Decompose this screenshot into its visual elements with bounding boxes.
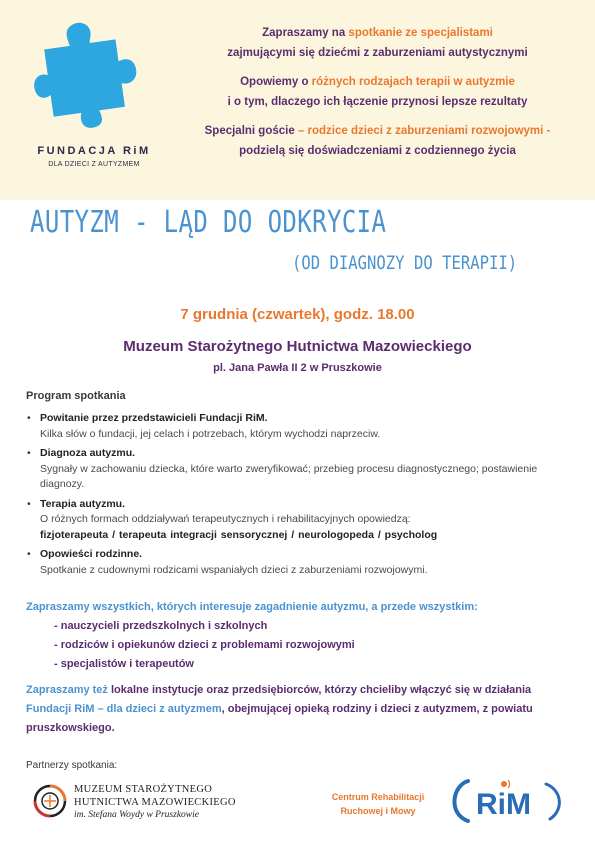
intro-2-highlight: różnych rodzajach terapii w autyzmie <box>311 76 515 88</box>
event-address: pl. Jana Pawła II 2 w Pruszkowie <box>213 362 382 374</box>
invitation-section <box>26 598 576 674</box>
org-block <box>14 145 174 168</box>
program-item-title: • Terapia autyzmu. <box>40 497 125 510</box>
intro-2a: Opowiemy o <box>240 76 312 88</box>
program-list <box>26 411 571 578</box>
intro-paragraph-3 <box>175 122 580 161</box>
program-item <box>26 547 571 578</box>
intro-1-highlight: spotkanie ze specjalistami <box>348 27 493 39</box>
org-name: FUNDACJA RiM <box>37 145 151 157</box>
program-section <box>26 390 571 582</box>
museum-name-line3: im. Stefana Woydy w Pruszkowie <box>74 810 199 820</box>
program-item-desc: Kilka słów o fundacji, jej celach i potrzebach, którym wychodzi naprzeciw. <box>40 427 381 440</box>
rim-logo-text: RiM <box>476 788 531 821</box>
rehab-center-name <box>318 790 438 818</box>
invitation2-tail: , obejmującej opieką rodziny i dzieci z autyzmem, z powiatu pruszkowskiego. <box>26 703 533 734</box>
intro-1a: Zapraszamy na <box>262 27 349 39</box>
event-date: 7 grudnia (czwartek), godz. 18.00 <box>180 306 415 323</box>
program-heading: Program spotkania <box>26 390 126 402</box>
event-title: AUTYZM - LĄD DO ODKRYCIA <box>30 205 387 240</box>
center-line1: Centrum Rehabilitacji <box>331 792 425 802</box>
audience-item: - nauczycieli przedszkolnych i szkolnych <box>54 620 268 632</box>
program-item-title: • Diagnoza autyzmu. <box>40 447 136 459</box>
intro-2b: i o tym, dlaczego ich łączenie przynosi lepsze rezultaty <box>227 95 528 108</box>
museum-name-line2: HUTNICTWA MAZOWIECKIEGO <box>74 797 236 808</box>
program-item <box>26 497 571 544</box>
org-tagline: DLA DZIECI Z AUTYZMEM <box>48 161 140 168</box>
event-subtitle: (OD DIAGNOZY DO TERAPII) <box>292 252 518 274</box>
museum-partner-text <box>74 783 236 822</box>
invitation2-lead: Zapraszamy też <box>26 684 108 696</box>
program-item-roles: fizjoterapeuta / terapeuta integracji sensorycznej / neurologopeda / psycholog <box>40 528 438 541</box>
puzzle-piece-logo <box>30 14 140 132</box>
invitation2-foundation: Fundacji RiM – dla dzieci z autyzmem <box>26 703 222 715</box>
intro-1b: zajmującymi się dziećmi z zaburzeniami autystycznymi <box>227 46 528 59</box>
audience-item: - specjalistów i terapeutów <box>54 658 194 670</box>
museum-name-line1: MUZEUM STAROŻYTNEGO <box>74 784 213 795</box>
museum-logo-icon <box>30 781 70 821</box>
intro-3-highlight: – rodzice dzieci z zaburzeniami rozwojowymi - <box>294 125 551 137</box>
invitation-line: Zapraszamy wszystkich, których interesuje zagadnienie autyzmu, a przede wszystkim: <box>26 601 478 613</box>
program-item-title: • Opowieści rodzinne. <box>40 548 143 560</box>
invitation2-text: lokalne instytucje oraz przedsiębiorców, którzy chcieliby włączyć się w działania <box>107 684 532 696</box>
center-line2: Ruchowej i Mowy <box>340 806 416 816</box>
rim-logo <box>446 776 571 826</box>
intro-paragraph-1 <box>175 24 580 63</box>
program-item <box>26 446 571 493</box>
intro-paragraph-2 <box>175 73 580 112</box>
program-item <box>26 411 571 442</box>
partners-label: Partnerzy spotkania: <box>26 760 118 771</box>
audience-item: - rodziców i opiekunów dzieci z problemami rozwojowymi <box>54 639 355 651</box>
program-item-desc: Spotkanie z cudownymi rodzicami wspaniałych dzieci z zaburzeniami rozwojowymi. <box>40 563 428 576</box>
intro-3b: podzielą się doświadczeniami z codziennego życia <box>239 144 516 157</box>
event-venue: Muzeum Starożytnego Hutnictwa Mazowieckiego <box>123 338 472 355</box>
program-item-title: • Powitanie przez przedstawicieli Fundacji RiM. <box>40 412 268 424</box>
intro-3a: Specjalni goście <box>204 125 295 137</box>
program-item-desc: Sygnały w zachowaniu dziecka, które warto zweryfikować; przebieg procesu diagnostycznego; postawienie diagnozy. <box>40 462 538 490</box>
program-item-desc: O różnych formach oddziaływań terapeutycznych i rehabilitacyjnych opowiedzą: <box>40 513 411 525</box>
intro-text <box>175 24 580 171</box>
institutions-invitation <box>26 681 576 738</box>
